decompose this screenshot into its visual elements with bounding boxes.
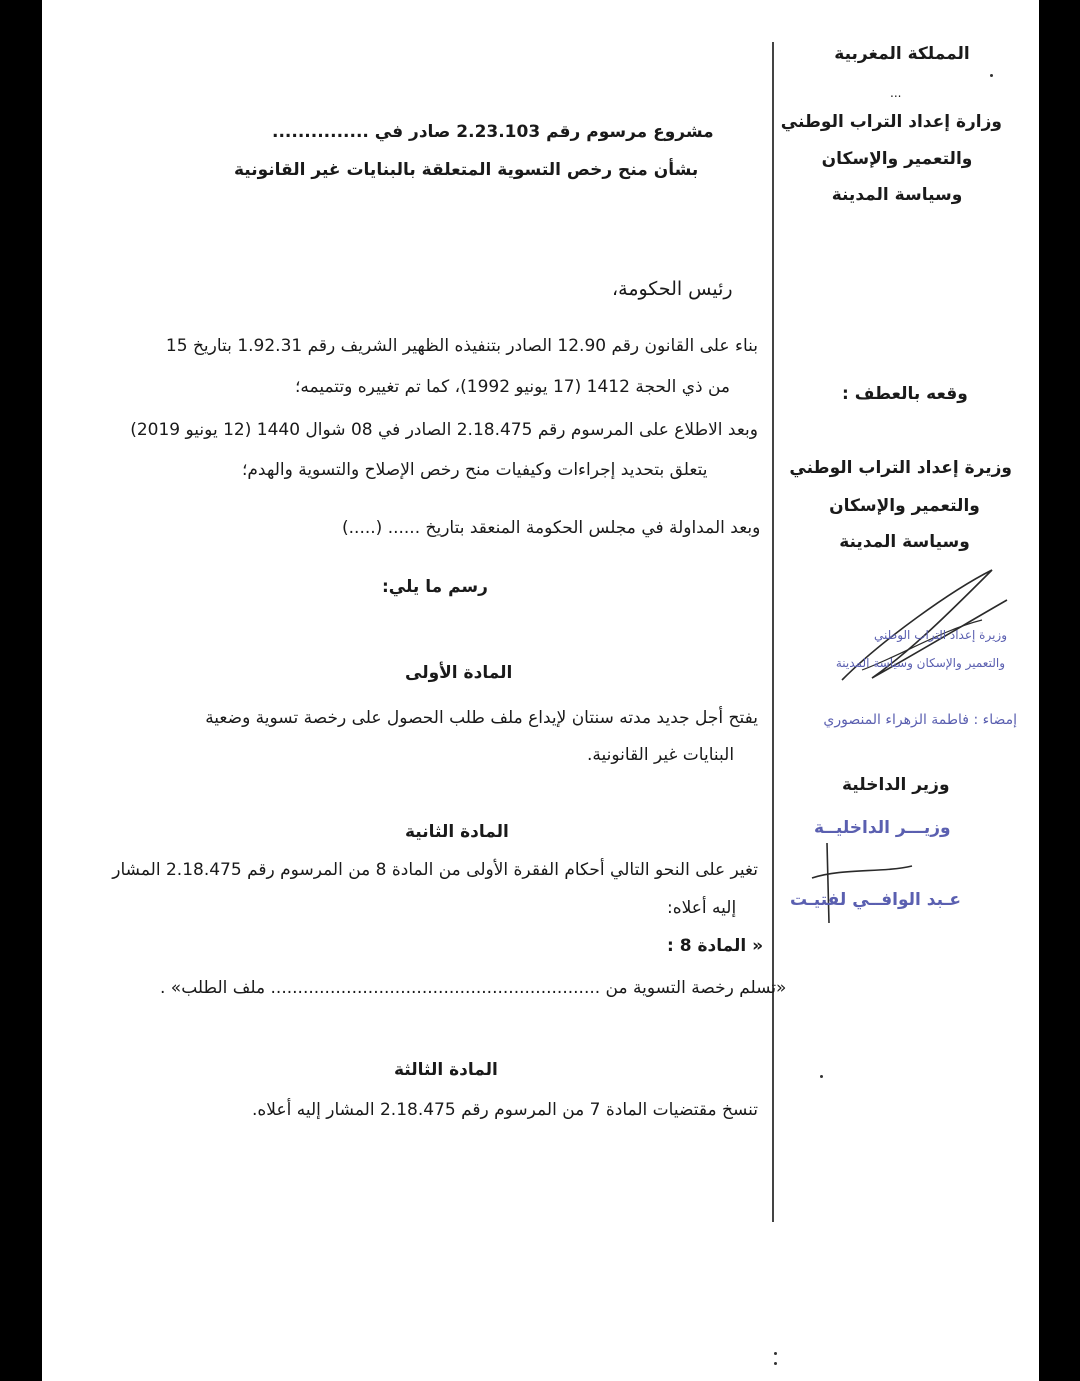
column-divider [772,42,774,1222]
interior-signature [802,838,922,928]
minister-stamp-signatory: إمضاء : فاطمة الزهراء المنصوري [823,712,1017,728]
scan-speck [820,1075,823,1078]
ministry-line-1: وزارة إعداد التراب الوطني [780,112,1002,132]
interior-stamp-title: وزيـــر الداخليــة [814,818,951,838]
scan-speck [774,1352,777,1355]
minister-stamp-line-2: والتعمير والإسكان وسياسة المدينة [835,656,1005,670]
kingdom-heading: المملكة المغربية [834,44,970,64]
scan-speck [990,74,993,77]
separator-dots: ... [890,86,902,100]
recital-1-line-1: بناء على القانون رقم 12.90 الصادر بتنفيذه الظهير الشريف رقم 1.92.31 بتاريخ 15 [165,336,758,356]
article-3-line-1: تنسخ مقتضيات المادة 7 من المرسوم رقم 2.18.475 المشار إليه أعلاه. [252,1100,758,1120]
minister-line-2: والتعمير والإسكان [829,496,980,516]
article-2-title: المادة الثانية [405,822,509,842]
recital-1-line-2: من ذي الحجة 1412 (17 يونيو 1992)، كما تم تغييره وتتميمه؛ [295,377,731,397]
interior-minister-title: وزير الداخلية [842,775,950,795]
article-2-quote-body: «تسلم رخصة التسوية من ............................................................. ملف الطلب» . [160,978,787,998]
article-1-line-1: يفتح أجل جديد مدته سنتان لإيداع ملف طلب الحصول على رخصة تسوية وضعية [205,708,758,728]
article-1-line-2: البنايات غير القانونية. [587,745,735,765]
ministry-line-2: والتعمير والإسكان [821,149,973,169]
article-3-title: المادة الثالثة [394,1060,498,1080]
ministry-line-3: وسياسة المدينة [831,185,963,205]
minister-line-3: وسياسة المدينة [839,532,970,552]
decrees-statement: رسم ما يلي: [382,577,488,597]
interior-stamp-name: عـبد الوافــي لفتيـت [790,890,961,910]
recital-2-line-2: يتعلق بتحديد إجراءات وكيفيات منح رخص الإصلاح والتسوية والهدم؛ [242,460,708,480]
decree-title-line-1: مشروع مرسوم رقم 2.23.103 صادر في ............... [272,122,714,142]
recital-2-line-1: وبعد الاطلاع على المرسوم رقم 2.18.475 الصادر في 08 شوال 1440 (12 يونيو 2019) [130,420,758,440]
minister-line-1: وزيرة إعداد التراب الوطني [789,458,1012,478]
article-1-title: المادة الأولى [405,663,513,683]
article-2-quote-head: « المادة 8 : [667,936,764,956]
scan-speck [774,1362,777,1365]
minister-signature [802,560,1022,690]
article-2-line-1: تغير على النحو التالي أحكام الفقرة الأولى من المادة 8 من المرسوم رقم 2.18.475 المشار [112,860,758,880]
decree-title-line-2: بشأن منح رخص التسوية المتعلقة بالبنايات غير القانونية [234,160,699,180]
article-2-line-2: إليه أعلاه: [667,898,737,918]
minister-stamp-line-1: وزيرة إعداد التراب الوطني [874,628,1007,642]
document-page [42,0,1039,1381]
head-of-government: رئيس الحكومة، [612,278,733,300]
recital-3: وبعد المداولة في مجلس الحكومة المنعقد بتاريخ ...... (.....) [342,518,761,538]
countersigned-label: وقعه بالعطف : [842,384,968,404]
